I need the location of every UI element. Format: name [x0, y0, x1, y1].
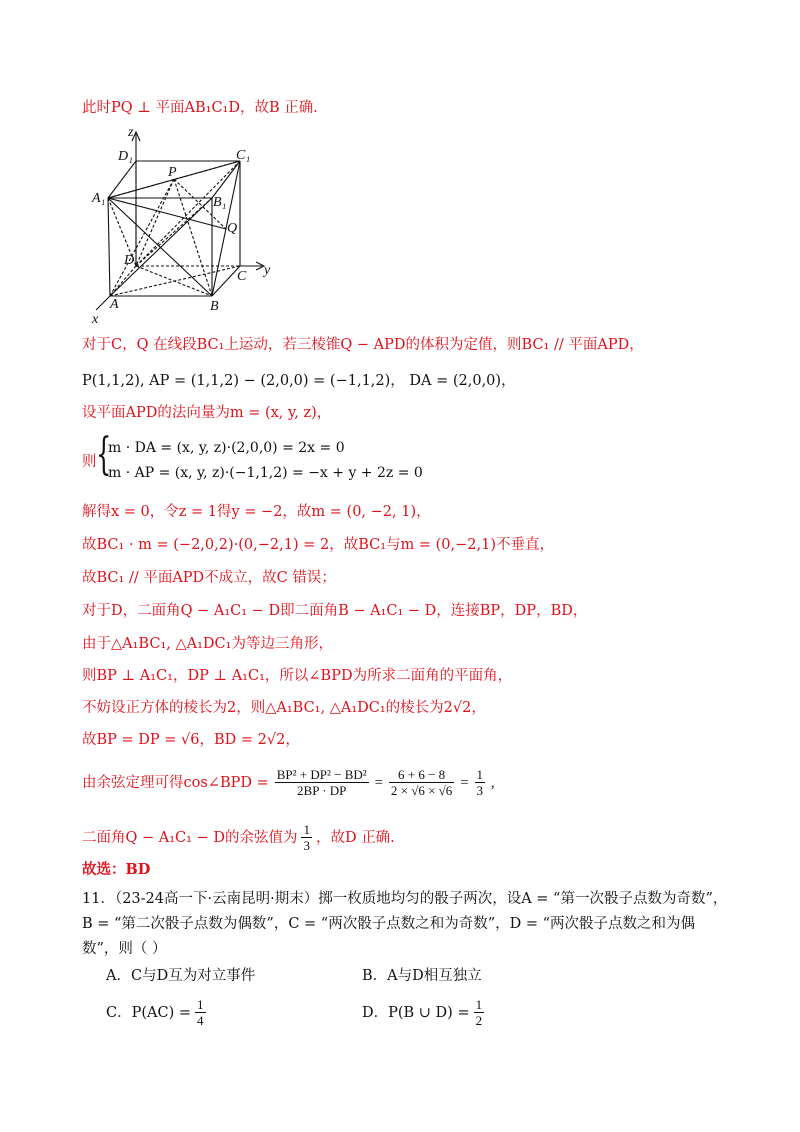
option-c[interactable]: C．P(AC) = $\frac{1}{4}$	[106, 997, 204, 1028]
system-eq-1: m · DA = (x, y, z)·(2,0,0) = 2x = 0	[108, 440, 345, 456]
label-a1: A₁	[92, 191, 106, 206]
label-c: C	[237, 269, 247, 284]
label-b: B	[210, 299, 219, 314]
system-brace: {	[96, 429, 112, 480]
line-cosine-law: 由余弦定理可得cos∠BPD = $\frac{\text{BP² + DP² − BD²}}{2BP \cdot DP}$ = $\frac{6 + 6 - 8}{2 \times √6 \times √6}$ = $\frac{1}{3}$ ,	[82, 767, 495, 798]
line-conclusion-d: 二面角Q − A₁C₁ − D的余弦值为 $\frac{1}{3}$ ，故D 正确.	[82, 822, 395, 853]
option-d[interactable]: D．P(B ∪ D) = $\frac{1}{2}$	[362, 997, 483, 1028]
label-p: P	[168, 165, 177, 180]
line-conclusion-c: 故BC₁ // 平面APD不成立，故C 错误；	[82, 570, 336, 586]
question-11-line-3: 数”，则（ ）	[82, 941, 167, 957]
line-option-c-intro: 对于C，Q 在线段BC₁上运动，若三棱锥Q − APD的体积为定值，则BC₁ // 平面APD，	[82, 337, 644, 353]
label-b1: B₁	[213, 195, 227, 210]
label-y: y	[264, 263, 271, 278]
cosine-fraction-2: $\frac{6 + 6 - 8}{2 \times √6 \times √6}$	[390, 767, 453, 798]
line-edge-length: 不妨设正方体的棱长为2，则△A₁BC₁, △A₁DC₁的棱长为2√2，	[82, 700, 486, 716]
label-d: D	[124, 253, 135, 268]
cosine-value-fraction: $\frac{1}{3}$	[303, 822, 310, 853]
line-perpendicular: 则BP ⊥ A₁C₁，DP ⊥ A₁C₁，所以∠BPD为所求二面角的平面角，	[82, 668, 513, 684]
line-dot-product: 故BC₁ · m = (−2,0,2)·(0,−2,1) = 2，故BC₁与m = (0,−2,1)不垂直，	[82, 537, 554, 553]
option-b[interactable]: B．A与D相互独立	[362, 968, 482, 984]
line-system-prefix: 则	[82, 454, 97, 470]
line-equilateral: 由于△A₁BC₁, △A₁DC₁为等边三角形，	[82, 636, 333, 652]
option-a[interactable]: A．C与D互为对立事件	[106, 968, 256, 984]
line-conclusion-b: 此时PQ ⊥ 平面AB₁C₁D，故B 正确.	[82, 100, 318, 116]
label-x: x	[92, 312, 99, 326]
label-c1: C₁	[236, 148, 251, 163]
cosine-law-prefix: 由余弦定理可得cos∠BPD =	[82, 774, 269, 791]
question-11-line-1: 11．（23-24高一下·云南昆明·期末）掷一枚质地均匀的骰子两次，设A = “第一次骰子点数为奇数”，	[82, 891, 728, 907]
cosine-fraction-3: $\frac{1}{3}$	[476, 767, 483, 798]
label-d1: D₁	[118, 149, 133, 164]
line-vectors: P(1,1,2), AP = (1,1,2) − (2,0,0) = (−1,1,2)， DA = (2,0,0)，	[82, 373, 516, 389]
line-answer: 故选：BD	[82, 861, 151, 878]
cube-figure	[90, 126, 290, 326]
line-option-d-intro: 对于D，二面角Q − A₁C₁ − D即二面角B − A₁C₁ − D，连接BP，DP，BD，	[82, 603, 588, 619]
line-normal-vector: 设平面APD的法向量为m = (x, y, z)，	[82, 405, 332, 421]
system-eq-2: m · AP = (x, y, z)·(−1,1,2) = −x + y + 2z = 0	[108, 465, 423, 481]
cosine-fraction-1: $\frac{\text{BP² + DP² − BD²}}{2BP \cdot DP}$	[276, 767, 367, 798]
label-a: A	[110, 297, 119, 312]
label-q: Q	[227, 221, 238, 236]
label-z: z	[128, 126, 134, 140]
line-lengths: 故BP = DP = √6，BD = 2√2，	[82, 732, 300, 748]
line-solve: 解得x = 0，令z = 1得y = −2，故m = (0, −2, 1)，	[82, 504, 431, 520]
question-11-line-2: B = “第二次骰子点数为偶数”，C = “两次骰子点数之和为奇数”，D = “两次骰子点数之和为偶	[82, 916, 696, 932]
